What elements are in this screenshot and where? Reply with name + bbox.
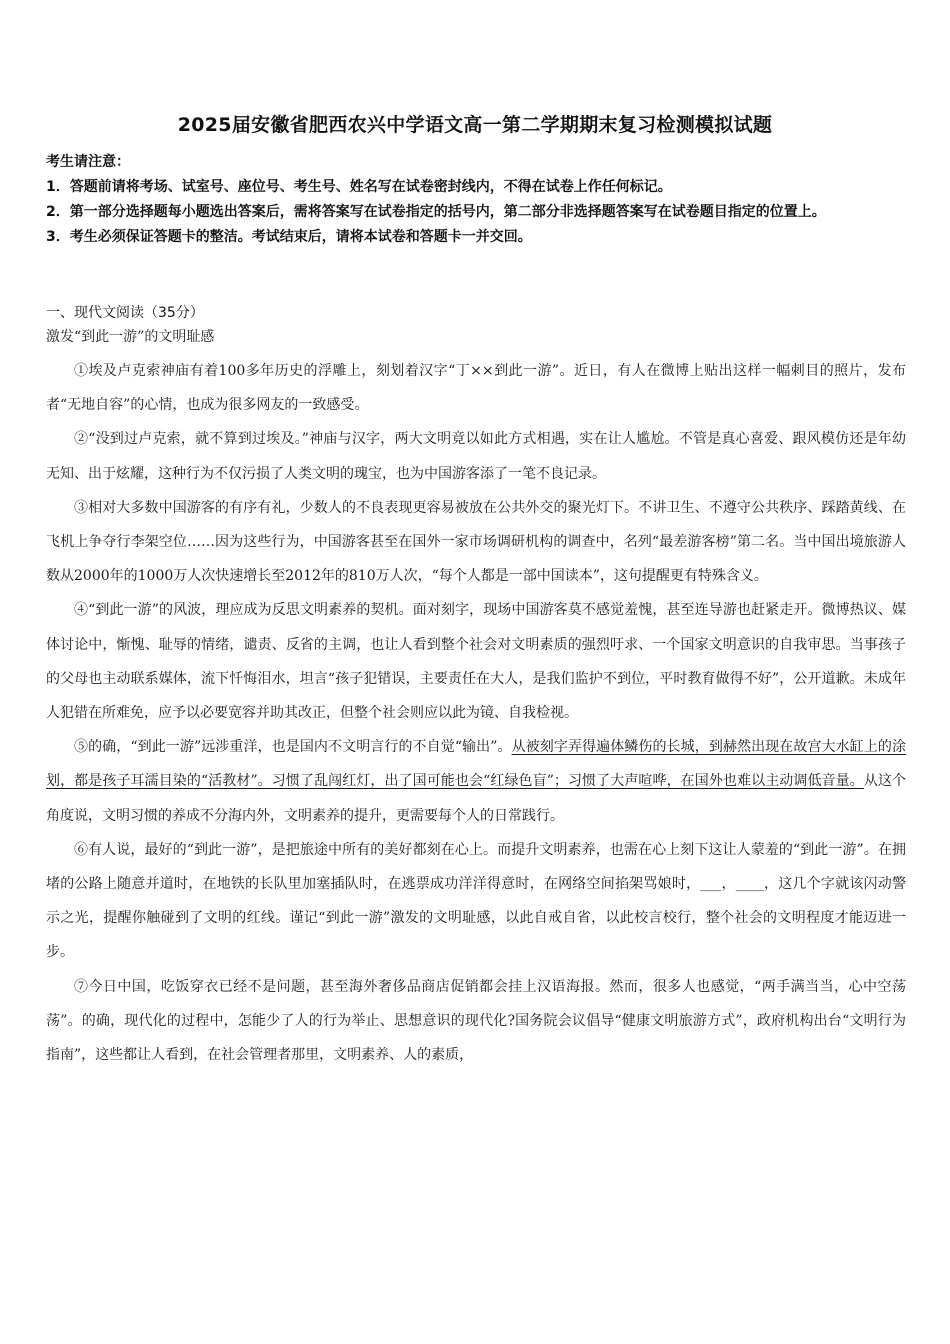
paragraph-7: ⑦今日中国，吃饭穿衣已经不是问题，甚至海外奢侈品商店促销都会挂上汉语海报。然而，很多人也感觉，“两手满当当，心中空荡荡”。的确，现代化的过程中，怎能少了人的行为举止、思想意识的现代化?国务院会议倡导“健康文明旅游方式”，政府机构出台“文明行为指南”，这些都让人看到，在社会管理者那里，文明素养、人的素质， xyxy=(46,978,906,1064)
paragraph-6: ⑥有人说，最好的“到此一游”，是把旅途中所有的美好都刻在心上。而提升文明素养，也需在心上刻下这让人蒙羞的“到此一游”。在拥堵的公路上随意并道时，在地铁的长队里加塞插队时，在逃票成功洋洋得意时，在网络空间掐架骂娘时，___，____，这几个字就该闪动警示之光，提醒你触碰到了文明的红线。谨记“到此一游”激发的文明耻感，以此自戒自省，以此校言校行，整个社会的文明程度才能迈进一步。 xyxy=(46,841,906,961)
paragraph-5-tail: 从这个角度说，文明习惯的养成不分海内外，文明素养的提升，更需要每个人的日常践行。 xyxy=(46,773,906,824)
notice-block xyxy=(46,150,906,250)
paragraph-1: ①埃及卢克索神庙有着100多年历史的浮雕上，刻划着汉字“丁××到此一游”。近日，有人在微博上贴出这样一幅刺目的照片，发布者“无地自容”的心情，也成为很多网友的一致感受。 xyxy=(46,363,906,414)
paragraph-5-lead: ⑤的确，“到此一游”远涉重洋，也是国内不文明言行的不自觉“输出”。 xyxy=(74,739,512,756)
paragraph-4: ④“到此一游”的风波，理应成为反思文明素养的契机。面对刻字，现场中国游客莫不感觉羞愧，甚至连导游也赶紧走开。微博热议、媒体讨论中，惭愧、耻辱的情绪，谴责、反省的主调，也让人看到整个社会对文明素质的强烈吁求、一个国家文明意识的自我审思。当事孩子的父母也主动联系媒体，流下忏悔泪水，坦言“孩子犯错误，主要责任在大人，是我们监护不到位，平时教育做得不好”，公开道歉。未成年人犯错在所难免，应予以必要宽容并助其改正，但整个社会则应以此为镜、自我检视。 xyxy=(46,602,906,722)
exam-title: 2025届安徽省肥西农兴中学语文高一第二学期期末复习检测模拟试题 xyxy=(177,114,773,136)
notice-heading: 考生请注意： xyxy=(46,154,130,170)
paragraph-5 xyxy=(46,730,906,833)
underlined-passage: 从被刻字弄得遍体鳞伤的长城，到赫然出现在故宫大水缸上的涂划，都是孩子耳濡目染的“活教材”。习惯了乱闯红灯，出了国可能也会“红绿色盲”；习惯了大声喧哗，在国外也难以主动调低音量。 xyxy=(46,739,906,790)
notice-item: 3．考生必须保证答题卡的整洁。考试结束后，请将本试卷和答题卡一并交回。 xyxy=(46,229,532,245)
notice-item: 1．答题前请将考场、试室号、座位号、考生号、姓名写在试卷密封线内，不得在试卷上作任何标记。 xyxy=(46,179,672,195)
paragraph-3: ③相对大多数中国游客的有序有礼，少数人的不良表现更容易被放在公共外交的聚光灯下。不讲卫生、不遵守公共秩序、踩踏黄线、在飞机上争夺行李架空位……因为这些行为，中国游客甚至在国外一家市场调研机构的调查中，名列“最差游客榜”第二名。当中国出境旅游人数从2000年的1000万人次快速增长至2012年的810万人次，“每个人都是一部中国读本”，这句提醒更有特殊含义。 xyxy=(46,499,906,585)
paragraph-2: ②“没到过卢克索，就不算到过埃及。”神庙与汉字，两大文明竟以如此方式相遇，实在让人尴尬。不管是真心喜爱、跟风模仿还是年幼无知、出于炫耀，这种行为不仅污损了人类文明的瑰宝，也为中国游客添了一笔不良记录。 xyxy=(46,431,906,482)
notice-item: 2．第一部分选择题每小题选出答案后，需将答案写在试卷指定的括号内，第二部分非选择题答案写在试卷题目指定的位置上。 xyxy=(46,204,826,220)
article-body xyxy=(46,354,906,1072)
section-heading: 一、现代文阅读（35分） xyxy=(46,305,204,321)
article-title: 激发“到此一游”的文明耻感 xyxy=(46,329,215,345)
